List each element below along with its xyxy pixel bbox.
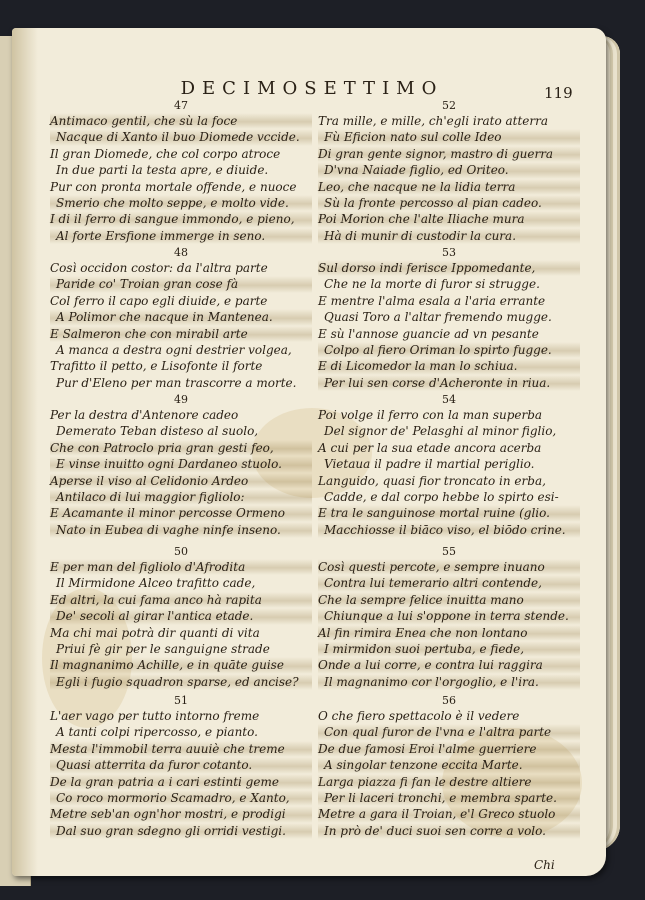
verse-line: Che ne la morte di furor si strugge. (324, 277, 540, 292)
verse-line: E vinse inuitto ogni Dardaneo stuolo. (50, 456, 312, 472)
verse-line: A tanti colpi ripercosso, e pianto. (56, 725, 258, 740)
verse-line: Quasi atterrita da furor cotanto. (50, 757, 312, 773)
verse-line: Larga piazza fi fan le destre altiere (318, 774, 580, 790)
verse-line: Antilaco di lui maggior figliolo: (50, 489, 312, 505)
verse-line: Co roco mormorio Scamadro, e Xanto, (50, 790, 312, 806)
verse-line: Per li laceri tronchi, e membra sparte. (318, 790, 580, 806)
stanza-number: 54 (442, 393, 456, 406)
verse-line: Il gran Diomede, che col corpo atroce (50, 146, 281, 161)
catchword: Chi (534, 858, 555, 872)
verse-line: L'aer vago per tutto intorno freme (50, 709, 260, 723)
verse-line: Hà di munir di custodir la cura. (318, 228, 580, 244)
verse-line: Mesta l'immobil terra auuiè che treme (50, 741, 312, 757)
stanza (50, 100, 312, 244)
verse-line: Così questi percote, e sempre inuano (318, 559, 580, 575)
verse-line: Paride co' Troian gran cose fà (50, 276, 312, 292)
verse-line: Onde a lui corre, e contra lui raggira (318, 657, 580, 673)
verse-line: Che con Patroclo pria gran gesti feo, (50, 440, 312, 456)
verse-line: In due parti la testa apre, e diuide. (56, 163, 269, 178)
verse-line: Nato in Eubea di vaghe ninfe inseno. (50, 522, 312, 538)
verse-line: Ma chi mai potrà dir quanti di vita (50, 625, 260, 640)
verse-line: Priui fè gir per le sanguigne strade (56, 642, 270, 657)
verse-line: Vietaua il padre il martial periglio. (324, 457, 535, 472)
binding-gutter (12, 28, 38, 876)
verse-line: A cui per la sua etade ancora acerba (318, 440, 542, 455)
verse-line: De la gran patria a i cari estinti geme (50, 774, 312, 790)
verse-line: Quasi Toro a l'altar fremendo mugge. (324, 310, 552, 325)
verse-line: Sul dorso indi ferisce Ippomedante, (318, 260, 580, 276)
verse-line: O che fiero spettacolo è il vedere (318, 709, 520, 723)
running-title: DECIMOSETTIMO (180, 78, 444, 99)
verse-line: Nacque di Xanto il buo Diomede vccide. (50, 129, 312, 145)
verse-line: I di il ferro di sangue immondo, e pieno, (50, 211, 312, 227)
verse-line: Poi Morion che l'alte Iliache mura (318, 211, 580, 227)
stanza-number: 48 (174, 246, 188, 259)
verse-line: Per lui sen corse d'Acheronte in riua. (318, 375, 580, 391)
verse-line: E di Licomedor la man lo schiua. (318, 358, 580, 374)
verse-line: Pur con pronta mortale offende, e nuoce (50, 179, 297, 194)
verse-line: Fù Eficion nato sul colle Ideo (318, 129, 580, 145)
verse-line: Colpo al fiero Oriman lo spirto fugge. (318, 342, 580, 358)
stanza-number: 49 (174, 393, 188, 406)
stanza (50, 247, 312, 391)
verse-line: Del signor de' Pelasghi al minor figlio, (324, 424, 557, 439)
verse-line: I mirmidon suoi pertuba, e fiede, (318, 641, 580, 657)
verse-line: Metre seb'an ogn'hor mostri, e prodigi (50, 806, 312, 822)
stanza (318, 546, 580, 690)
verse-line: A singolar tenzone eccita Marte. (318, 757, 580, 773)
verse-line: A Polimor che nacque in Mantenea. (50, 309, 312, 325)
verse-line: Cadde, e dal corpo hebbe lo spirto esi- (324, 490, 559, 505)
verse-line: Trafitto il petto, e Lisofonte il forte (50, 359, 263, 374)
stanza (318, 695, 580, 839)
stanza (318, 100, 580, 244)
stanza-number: 50 (174, 545, 188, 558)
stanza-number: 55 (442, 545, 456, 558)
book-page (12, 28, 606, 876)
verse-line: Pur d'Eleno per man trascorre a morte. (56, 375, 297, 390)
verse-line: Smerio che molto seppe, e molto vide. (50, 195, 312, 211)
verse-line: Sù la fronte percosso al pian cadeo. (318, 195, 580, 211)
verse-line: Demerato Teban disteso al suolo, (56, 424, 259, 439)
verse-line: Aperse il viso al Celidonio Ardeo (50, 473, 312, 489)
verse-line: In prò de' duci suoi sen corre a volo. (318, 823, 580, 839)
verse-line: Di gran gente signor, mastro di guerra (318, 146, 580, 162)
verse-line: De due famosi Eroi l'alme guerriere (318, 741, 580, 757)
verse-line: E tra le sanguinose mortal ruine (glio. (318, 505, 580, 521)
stanza (50, 394, 312, 538)
verse-line: Leo, che nacque ne la lidia terra (318, 179, 580, 195)
verse-line: Antimaco gentil, che sù la foce (50, 113, 312, 129)
verse-line: Dal suo gran sdegno gli orridi vestigi. (50, 823, 312, 839)
verse-line: E Salmeron che con mirabil arte (50, 326, 312, 342)
verse-line: Per la destra d'Antenore cadeo (50, 408, 239, 422)
verse-line: Tra mille, e mille, ch'egli irato atterra (318, 114, 549, 128)
verse-line: Con qual furor de l'vna e l'altra parte (318, 724, 580, 740)
verse-line: Ed altri, la cui fama anco hà rapita (50, 592, 312, 608)
verse-line: E Acamante il minor percosse Ormeno (50, 505, 312, 521)
stanza-number: 52 (442, 99, 456, 112)
verse-line: Il magnanimo Achille, e in quāte guise (50, 657, 312, 673)
verse-line: Languido, quasi fior troncato in erba, (318, 473, 546, 488)
verse-line: Metre a gara il Troian, e'l Greco stuolo (318, 806, 580, 822)
verse-line: De' secoli al girar l'antica etade. (50, 608, 312, 624)
verse-line: Il Mirmidone Alceo trafitto cade, (56, 576, 256, 591)
verse-line: E mentre l'alma esala a l'aria errante (318, 293, 546, 308)
verse-line: Egli i fugio squadron sparse, ed ancise? (50, 674, 312, 690)
stanza (318, 394, 580, 538)
stanza (50, 546, 312, 690)
page-number: 119 (544, 84, 573, 102)
stanza (50, 695, 312, 839)
verse-line: E per man del figliolo d'Afrodita (50, 559, 312, 575)
verse-line: Che la sempre felice inuitta mano (318, 592, 580, 608)
stanza-number: 47 (174, 99, 188, 112)
verse-line: Al fin rimira Enea che non lontano (318, 625, 580, 641)
verse-line: Macchiosse il biāco viso, el biōdo crine. (318, 522, 580, 538)
stanza-number: 53 (442, 246, 456, 259)
verse-line: Il magnanimo cor l'orgoglio, e l'ira. (318, 674, 580, 690)
verse-line: D'vna Naiade figlio, ed Oriteo. (318, 162, 580, 178)
verse-line: A manca a destra ogni destrier volgea, (56, 343, 292, 358)
verse-line: E sù l'annose guancie ad vn pesante (318, 326, 539, 341)
stanza (318, 247, 580, 391)
stanza-number: 51 (174, 694, 188, 707)
stanza-number: 56 (442, 694, 456, 707)
verse-line: Col ferro il capo egli diuide, e parte (50, 293, 268, 308)
verse-line: Poi volge il ferro con la man superba (318, 408, 543, 422)
verse-line: Chiunque a lui s'oppone in terra stende. (318, 608, 580, 624)
verse-line: Al forte Ersfione immerge in seno. (50, 228, 312, 244)
verse-line: Così occidon costor: da l'altra parte (50, 261, 268, 275)
verse-line: Contra lui temerario altri contende, (318, 575, 580, 591)
